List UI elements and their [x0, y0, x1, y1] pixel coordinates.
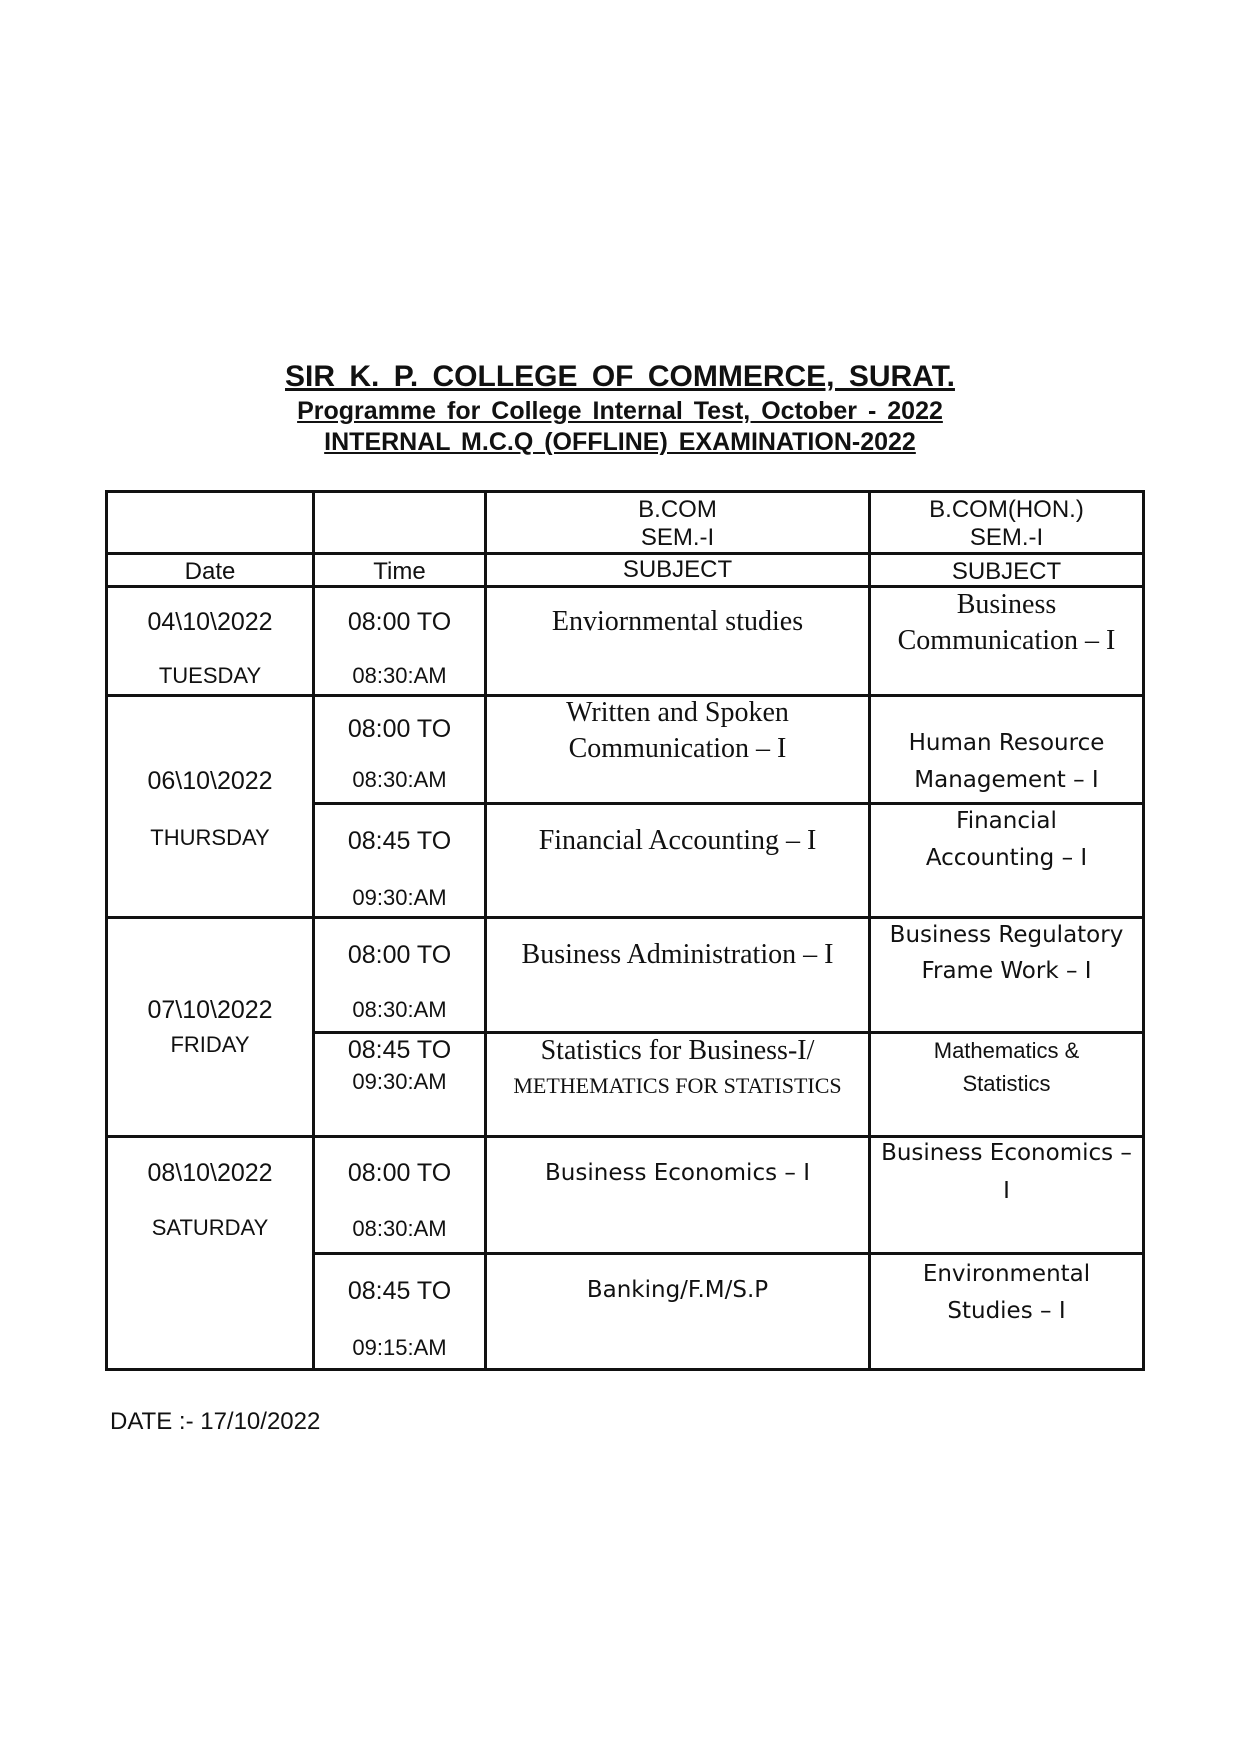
time-cell [314, 917, 486, 1032]
hon-subject-cell [870, 917, 1144, 1032]
table-row [107, 917, 1144, 1032]
subject-line: Communication – I [897, 624, 1116, 656]
hon-course: B.COM(HON.) [929, 496, 1084, 523]
time-to: 08:30:AM [352, 1215, 447, 1241]
subject-line: Business [956, 588, 1057, 620]
time-from: 08:00 TO [347, 607, 452, 636]
exam-schedule-table [105, 490, 1145, 1371]
programme-title: Programme for College Internal Test, October - 2022 [297, 397, 943, 425]
date-cell [107, 695, 314, 917]
exam-date: 08\10\2022 [147, 1158, 273, 1187]
hon-subject-cell [870, 803, 1144, 917]
date-header-label: Date [184, 557, 236, 585]
subject-line: Environmental [922, 1260, 1091, 1287]
time-cell [314, 1032, 486, 1136]
bcom-subject-cell [486, 803, 870, 917]
bcom-subject-cell [486, 1253, 870, 1369]
subject-line: Business Economics – [881, 1139, 1132, 1166]
time-to: 08:30:AM [352, 996, 447, 1022]
date-cell [107, 917, 314, 1136]
subject-line: Banking/F.M/S.P [586, 1276, 769, 1303]
exam-day: FRIDAY [170, 1031, 250, 1057]
bcom-subject-cell [486, 586, 870, 695]
subject-line: Accounting – I [925, 844, 1088, 871]
subject-line: Business Economics – I [545, 1159, 810, 1186]
exam-date: 06\10\2022 [147, 766, 273, 795]
hon-subject-cell [870, 1136, 1144, 1253]
bcom-sem: SEM.-I [640, 524, 715, 551]
time-column-header [314, 553, 486, 586]
bcom-subject-cell [486, 1032, 870, 1136]
subject-line: Frame Work – I [921, 957, 1092, 984]
subject-header-label: SUBJECT [951, 557, 1062, 585]
blank-cell [314, 492, 486, 554]
bcom-course: B.COM [638, 496, 717, 523]
subject-line: I [1003, 1177, 1010, 1204]
date-cell [107, 586, 314, 695]
time-cell [314, 1253, 486, 1369]
issue-date: DATE :- 17/10/2022 [110, 1408, 321, 1435]
time-cell [314, 586, 486, 695]
time-header-label: Time [373, 557, 426, 585]
subject-line: Statistics for Business-I/ [540, 1034, 815, 1066]
blank-cell [107, 492, 314, 554]
subject-line: Human Resource [908, 729, 1105, 756]
subject-line: Business Regulatory [889, 921, 1124, 948]
subject-line: Management – I [914, 766, 1099, 793]
time-cell [314, 1136, 486, 1253]
time-to: 08:30:AM [352, 662, 447, 688]
exam-title: INTERNAL M.C.Q (OFFLINE) EXAMINATION-2022 [324, 428, 916, 456]
hon-subject-cell [870, 586, 1144, 695]
column-header-row [107, 553, 1144, 586]
subject-line: Enviornmental studies [551, 605, 804, 637]
subject-line: Financial [956, 807, 1057, 834]
hon-course-header [870, 492, 1144, 554]
time-from: 08:00 TO [347, 1158, 452, 1187]
time-from: 08:00 TO [347, 940, 452, 969]
exam-day: THURSDAY [150, 824, 270, 850]
exam-day: TUESDAY [158, 662, 262, 688]
time-from: 08:45 TO [347, 1035, 452, 1064]
subject-line: Studies – I [947, 1297, 1066, 1324]
exam-day: SATURDAY [151, 1214, 269, 1240]
time-to: 09:30:AM [352, 884, 447, 910]
subject-line: Financial Accounting – I [538, 824, 817, 856]
bcom-subject-cell [486, 1136, 870, 1253]
time-cell [314, 695, 486, 803]
exam-date: 07\10\2022 [147, 995, 273, 1024]
exam-date: 04\10\2022 [147, 607, 273, 636]
hon-sem: SEM.-I [969, 524, 1044, 551]
subject-line: Statistics [962, 1070, 1051, 1096]
bcom-subject-cell [486, 917, 870, 1032]
table-row [107, 1136, 1144, 1253]
subject-header-label: SUBJECT [622, 555, 733, 583]
time-to: 09:30:AM [352, 1068, 447, 1094]
college-title: SIR K. P. COLLEGE OF COMMERCE, SURAT. [285, 360, 955, 393]
time-from: 08:45 TO [347, 1276, 452, 1305]
time-cell [314, 803, 486, 917]
time-to: 08:30:AM [352, 766, 447, 792]
subject-line: Written and Spoken [566, 696, 789, 728]
bcom-subject-header [486, 553, 870, 586]
hon-subject-cell [870, 695, 1144, 803]
date-column-header [107, 553, 314, 586]
table-row [107, 695, 1144, 803]
hon-subject-cell [870, 1032, 1144, 1136]
date-cell [107, 1136, 314, 1369]
hon-subject-cell [870, 1253, 1144, 1369]
course-header-row [107, 492, 1144, 554]
subject-line: Communication – I [568, 732, 787, 764]
time-to: 09:15:AM [352, 1334, 447, 1360]
time-from: 08:45 TO [347, 826, 452, 855]
table-row [107, 586, 1144, 695]
subject-line: Mathematics & [933, 1037, 1080, 1063]
hon-subject-header [870, 553, 1144, 586]
subject-line: METHEMATICS FOR STATISTICS [513, 1072, 842, 1098]
time-from: 08:00 TO [347, 714, 452, 743]
subject-line: Business Administration – I [521, 938, 834, 970]
bcom-course-header [486, 492, 870, 554]
bcom-subject-cell [486, 695, 870, 803]
